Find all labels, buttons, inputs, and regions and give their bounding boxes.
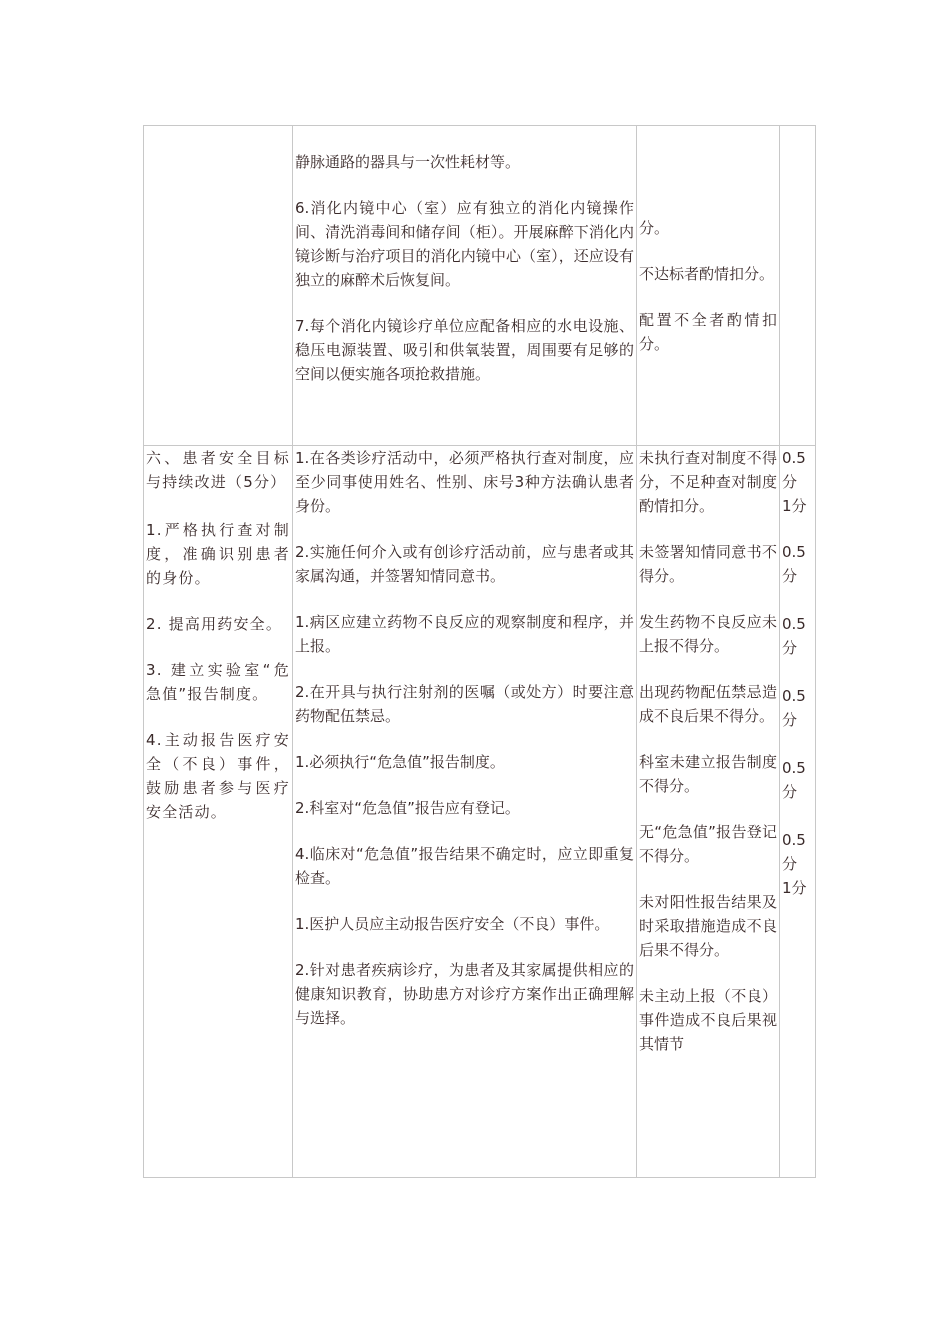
section-item: 1.严格执行查对制度，准确识别患者的身份。 [146, 521, 290, 587]
requirement-text: 2.在开具与执行注射剂的医嘱（或处方）时要注意药物配伍禁忌。 [295, 683, 634, 725]
score-value: 0.5分 [782, 615, 806, 657]
criteria-text: 未执行查对制度不得分，不足种查对制度酌情扣分。 [639, 449, 777, 515]
requirement-text: 2.科室对“危急值”报告应有登记。 [295, 799, 520, 817]
requirement-text: 6.消化内镜中心（室）应有独立的消化内镜操作间、清洗消毒间和储存间（柜）。开展麻醉下消化内镜诊断与治疗项目的消化内镜中心（室），还应设有独立的麻醉术后恢复间。 [295, 199, 634, 289]
requirement-text: 2.实施任何介入或有创诊疗活动前，应与患者或其家属沟通，并签署知情同意书。 [295, 543, 634, 585]
score-value: 0.5分 [782, 759, 806, 801]
category-cell [144, 446, 293, 1178]
section-item: 2. 提高用药安全。 [146, 615, 283, 633]
criteria-text: 出现药物配伍禁忌造成不良后果不得分。 [639, 683, 777, 725]
score-value: 1分 [782, 497, 807, 515]
section-item: 4.主动报告医疗安全（不良）事件，鼓励患者参与医疗安全活动。 [146, 731, 290, 821]
requirement-text: 1.医护人员应主动报告医疗安全（不良）事件。 [295, 915, 610, 933]
requirement-text: 1.在各类诊疗活动中，必须严格执行查对制度，应至少同事使用姓名、性别、床号3种方法确认患者身份。 [295, 449, 634, 515]
category-cell-empty [144, 126, 293, 446]
score-cell-empty [780, 126, 816, 446]
requirement-text: 7.每个消化内镜诊疗单位应配备相应的水电设施、稳压电源装置、吸引和供氧装置，周围要有足够的空间以便实施各项抢救措施。 [295, 317, 634, 383]
criteria-cell [637, 446, 780, 1178]
score-cell [780, 446, 816, 1178]
criteria-text: 科室未建立报告制度不得分。 [639, 753, 777, 795]
requirement-text: 1.病区应建立药物不良反应的观察制度和程序，并上报。 [295, 613, 634, 655]
table-row-continued [144, 126, 816, 446]
scoring-table [143, 125, 816, 1178]
requirement-text: 静脉通路的器具与一次性耗材等。 [295, 153, 521, 171]
criteria-text: 未主动上报（不良）事件造成不良后果视其情节 [639, 987, 777, 1053]
score-value: 0.5分 [782, 543, 806, 585]
section-item: 3. 建立实验室“危急值”报告制度。 [146, 661, 290, 703]
criteria-text: 分。 [639, 219, 670, 237]
criteria-text: 无“危急值”报告登记不得分。 [639, 823, 777, 865]
criteria-text: 发生药物不良反应未上报不得分。 [639, 613, 777, 655]
criteria-text: 未对阳性报告结果及时采取措施造成不良后果不得分。 [639, 893, 777, 959]
section-heading: 六、患者安全目标与持续改进（5分） [146, 449, 290, 491]
score-value: 1分 [782, 879, 807, 897]
score-value: 0.5分 [782, 831, 806, 873]
requirement-text: 1.必须执行“危急值”报告制度。 [295, 753, 505, 771]
score-value: 0.5分 [782, 449, 806, 491]
criteria-text: 未签署知情同意书不得分。 [639, 543, 777, 585]
requirements-cell [293, 126, 637, 446]
criteria-text: 不达标者酌情扣分。 [639, 265, 775, 283]
score-value: 0.5分 [782, 687, 806, 729]
criteria-cell [637, 126, 780, 446]
requirements-cell [293, 446, 637, 1178]
table-row-section6 [144, 446, 816, 1178]
requirement-text: 4.临床对“危急值”报告结果不确定时，应立即重复检查。 [295, 845, 634, 887]
criteria-text: 配置不全者酌情扣分。 [639, 311, 777, 353]
requirement-text: 2.针对患者疾病诊疗，为患者及其家属提供相应的健康知识教育，协助患方对诊疗方案作出正确理解与选择。 [295, 961, 634, 1027]
